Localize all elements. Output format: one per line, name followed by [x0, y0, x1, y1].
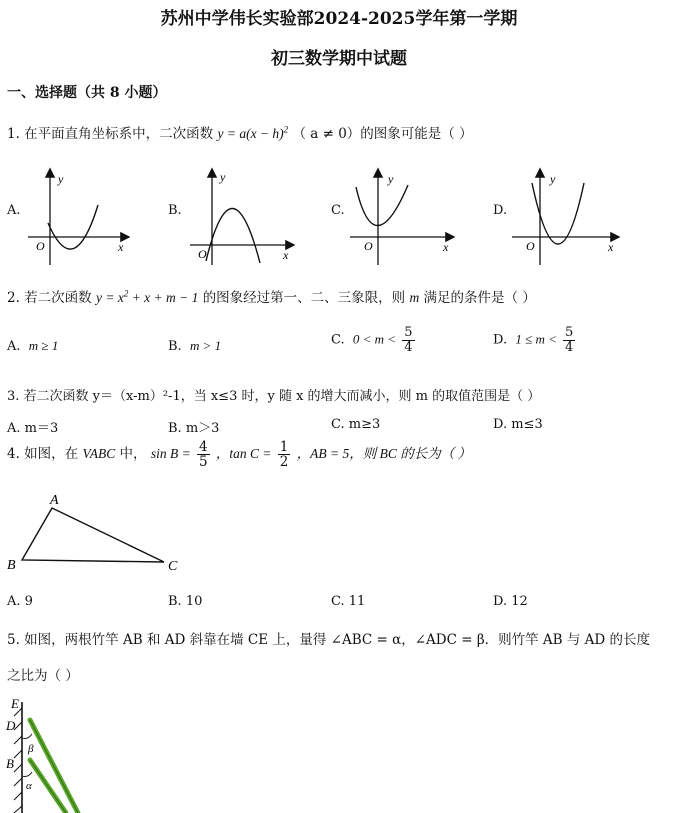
q2-option-d-label: D. [493, 332, 508, 348]
x-label: x [608, 240, 614, 254]
parabola-curve [206, 208, 260, 263]
q4-option-a[interactable]: A. 9 [7, 594, 33, 609]
q2-option-d-value: 1 ≤ m < [515, 331, 557, 347]
q2-option-c-label: C. [331, 332, 345, 348]
point-d-label: D [6, 718, 16, 733]
q2-option-a-value: m ≥ 1 [28, 338, 59, 353]
q2-suffix: 的图象经过第一、二、三象限，则 [202, 290, 406, 306]
fraction-denominator: 5 [198, 454, 208, 471]
q2-formula-a: y = x [95, 290, 124, 305]
question-4-stem [7, 440, 471, 469]
y-label: y [220, 170, 226, 184]
y-label: y [58, 172, 64, 186]
fraction-denominator: 4 [565, 339, 574, 355]
origin-label: O [364, 239, 373, 253]
fraction-numerator: 5 [565, 325, 574, 340]
point-b-label: B [6, 756, 14, 771]
parabola-curve [356, 185, 408, 226]
y-label: y [550, 172, 556, 186]
alpha-arc [22, 772, 32, 777]
q2-formula-b: + x + m − 1 [128, 290, 199, 305]
q1-graph-c [350, 165, 460, 265]
q4-sin: sin B = [150, 446, 191, 462]
q4-ab-text: ，AB = 5，则 BC 的长为（ ） [296, 446, 472, 462]
q1-option-b-label[interactable]: B. [168, 203, 182, 218]
y-label: y [388, 172, 394, 186]
q2-option-b-label: B. [168, 339, 182, 354]
q1-formula [217, 126, 288, 141]
q4-sin-fraction [197, 440, 210, 469]
q3-option-d[interactable]: D. m≤3 [493, 417, 543, 432]
q5-bamboo-figure [2, 692, 92, 813]
bamboo-ab-edge [30, 760, 66, 813]
x-label: x [118, 240, 124, 254]
section-heading: 一、选择题（共 8 小题） [7, 85, 167, 101]
beta-label: β [28, 743, 34, 755]
q1-graph-a [28, 165, 138, 265]
vertex-c-label: C [168, 559, 178, 574]
q4-mid: 中， [119, 446, 147, 463]
x-label: x [443, 240, 449, 254]
origin-label: O [526, 239, 535, 253]
fraction-numerator: 5 [404, 325, 413, 340]
alpha-label: α [26, 780, 32, 792]
exam-title: 苏州中学伟长实验部2024-2025学年第一学期 [160, 9, 518, 29]
question-5-stem: 5. 如图，两根竹竿 AB 和 AD 斜靠在墙 CE 上，量得 ∠ABC = α，∠ADC = β．则竹竿 AB 与 AD 的长度 [7, 632, 651, 648]
q1-formula-text: y = a(x − h) [217, 126, 284, 141]
parabola-curve [48, 205, 98, 249]
q1-graph-b [190, 165, 300, 265]
q1-option-c-label[interactable]: C. [331, 203, 345, 218]
q2-prefix: 2. 若二次函数 [7, 290, 92, 306]
q4-option-b[interactable]: B. 10 [168, 594, 203, 609]
q2-option-b-value: m > 1 [189, 338, 222, 353]
q2-option-c[interactable] [331, 326, 417, 354]
q4-triangle: VABC [82, 446, 116, 462]
q3-option-c[interactable]: C. m≥3 [331, 417, 381, 432]
vertex-b-label: B [7, 558, 16, 573]
q2-suffix2: 满足的条件是（ ） [423, 290, 536, 306]
q1-option-a-label[interactable]: A. [7, 203, 21, 218]
question-2-stem [7, 286, 536, 306]
point-e-label: E [11, 696, 19, 711]
question-3-stem: 3. 若二次函数 y＝（x-m）²-1，当 x≤3 时，y 随 x 的增大而减小，则 m 的取值范围是（ ） [7, 389, 541, 404]
q4-prefix: 4. 如图，在 [7, 446, 79, 463]
q2-exponent: 2 [123, 288, 129, 299]
q2-var: m [409, 290, 420, 305]
q4-tan: ，tan C = [215, 446, 272, 462]
q2-option-c-fraction [402, 326, 414, 354]
fraction-denominator: 4 [404, 339, 413, 355]
q1-graph-d [512, 165, 622, 265]
q4-option-d[interactable]: D. 12 [493, 594, 528, 609]
q2-option-d[interactable] [493, 326, 577, 354]
q4-tan-fraction [278, 440, 291, 469]
q1-prefix: 1. 在平面直角坐标系中，二次函数 [7, 126, 214, 142]
q2-option-b[interactable] [168, 338, 221, 354]
triangle-abc [22, 508, 164, 562]
q1-exponent: 2 [283, 124, 289, 135]
q2-option-d-fraction [563, 326, 575, 354]
q2-option-c-value: 0 < m < [352, 331, 397, 347]
fraction-numerator: 4 [198, 439, 208, 455]
question-5-stem-line2: 之比为（ ） [7, 668, 79, 684]
q1-option-d-label[interactable]: D. [493, 203, 508, 218]
x-label: x [283, 248, 289, 262]
question-1-stem [7, 122, 473, 142]
q2-formula [96, 290, 198, 305]
exam-subtitle: 初三数学期中试题 [271, 49, 407, 69]
fraction-denominator: 2 [279, 454, 289, 471]
q4-option-c[interactable]: C. 11 [331, 594, 366, 609]
q1-condition: （ a ≠ 0）的图象可能是（ ） [292, 126, 473, 142]
q2-option-a-label: A. [7, 339, 21, 354]
fraction-numerator: 1 [279, 439, 289, 455]
q2-option-a[interactable] [7, 338, 58, 354]
beta-arc [22, 734, 32, 739]
vertex-a-label: A [50, 493, 59, 508]
q3-option-a[interactable]: A. m＝3 [7, 421, 59, 436]
origin-label: O [198, 247, 207, 261]
q4-triangle-figure [4, 490, 194, 580]
origin-label: O [36, 239, 45, 253]
q3-option-b[interactable]: B. m＞3 [168, 421, 220, 436]
